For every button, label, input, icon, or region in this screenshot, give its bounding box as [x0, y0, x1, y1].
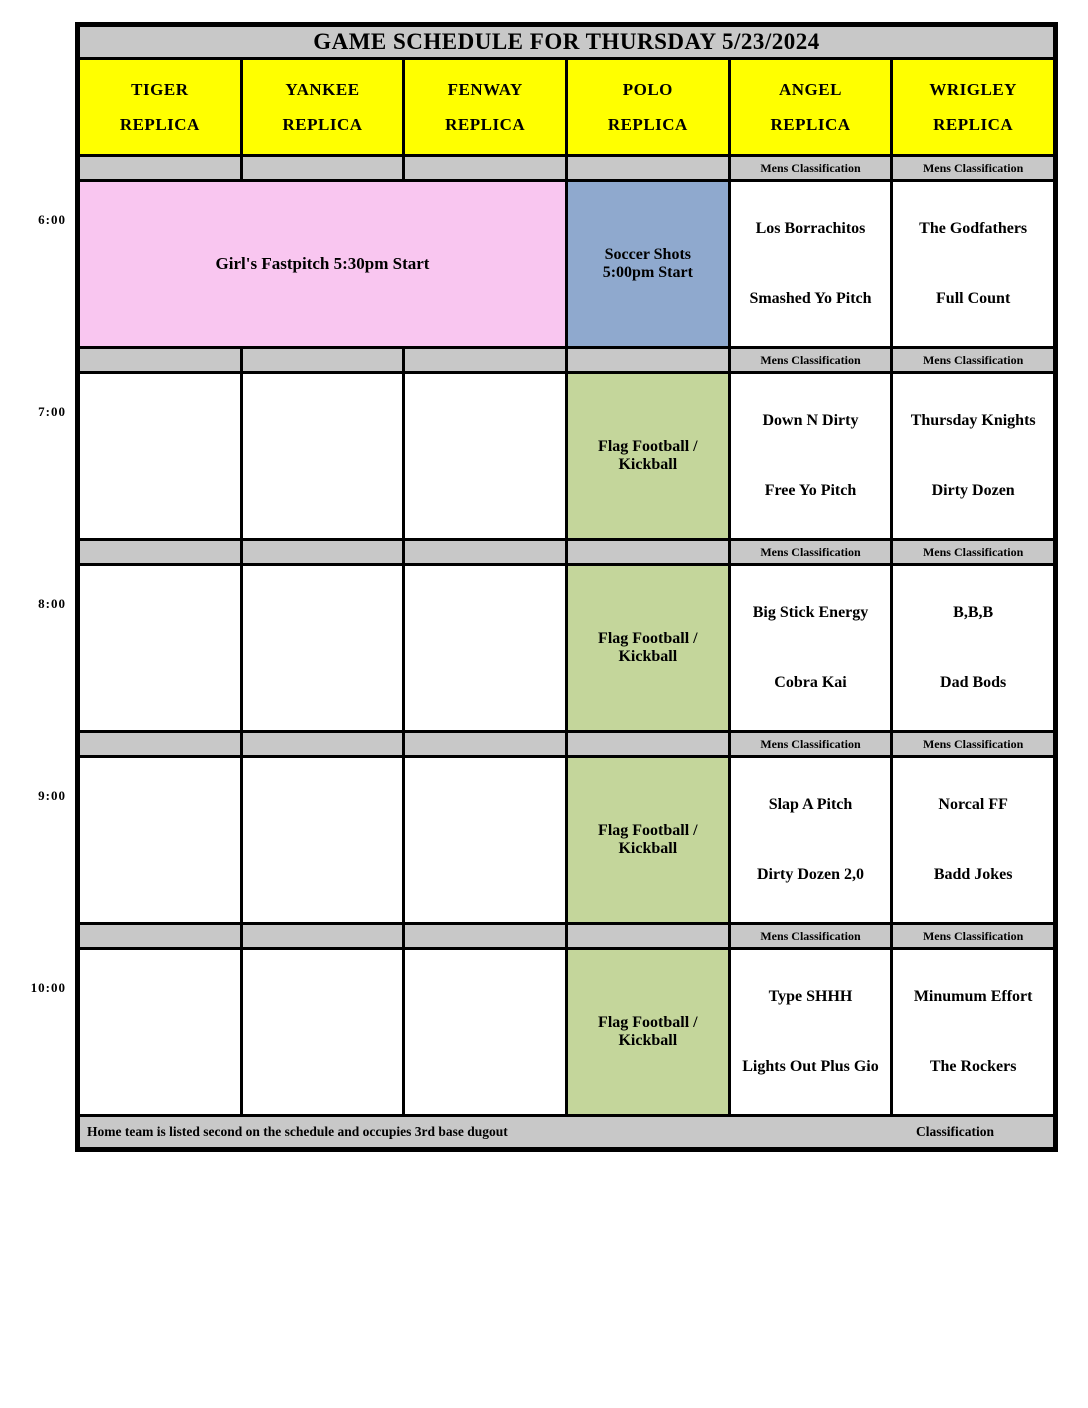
game-cell-wrigley-8pm [893, 566, 1053, 730]
empty-cell-tiger-10pm [80, 950, 240, 1114]
field-type: REPLICA [770, 114, 851, 134]
separator-cell [405, 349, 565, 371]
classification-header-wrigley: Mens Classification [893, 157, 1053, 179]
soccer-shots-cell: Soccer Shots 5:00pm Start [568, 182, 728, 346]
empty-cell-yankee-9pm [243, 758, 403, 922]
home-team: The Rockers [929, 1057, 1017, 1075]
separator-cell [243, 349, 403, 371]
girls-fastpitch-cell: Girl's Fastpitch 5:30pm Start [80, 182, 565, 346]
separator-cell [80, 157, 240, 179]
home-team: Cobra Kai [774, 673, 847, 691]
field-type: REPLICA [445, 114, 526, 134]
separator-cell [568, 541, 728, 563]
time-label-10pm: 10:00 [30, 980, 66, 995]
game-cell-angel-8pm [731, 566, 891, 730]
classification-header-angel: Mens Classification [731, 157, 891, 179]
classification-header-wrigley: Mens Classification [893, 349, 1053, 371]
empty-cell-yankee-10pm [243, 950, 403, 1114]
home-team: Dirty Dozen 2,0 [756, 865, 865, 883]
empty-cell-tiger-8pm [80, 566, 240, 730]
game-cell-angel-9pm [731, 758, 891, 922]
footer-classification-label: Classification [915, 1124, 994, 1139]
field-name: YANKEE [285, 79, 360, 99]
home-team: Free Yo Pitch [764, 481, 857, 499]
separator-cell [80, 925, 240, 947]
separator-cell [405, 925, 565, 947]
empty-cell-tiger-9pm [80, 758, 240, 922]
field-type: REPLICA [933, 114, 1014, 134]
visitor-team: Minumum Effort [913, 987, 1033, 1005]
separator-cell [243, 925, 403, 947]
visitor-team: Los Borrachitos [755, 219, 866, 237]
classification-header-wrigley: Mens Classification [893, 733, 1053, 755]
home-team: Dirty Dozen [931, 481, 1015, 499]
field-name: ANGEL [779, 79, 842, 99]
field-header-tiger-replica [80, 60, 240, 154]
visitor-team: Type SHHH [768, 987, 853, 1005]
home-team: Badd Jokes [933, 865, 1013, 883]
time-label-6pm: 6:00 [38, 212, 66, 227]
separator-cell [568, 349, 728, 371]
separator-cell [80, 733, 240, 755]
classification-header-angel: Mens Classification [731, 925, 891, 947]
classification-header-angel: Mens Classification [731, 733, 891, 755]
visitor-team: B,B,B [953, 603, 994, 621]
separator-cell [405, 157, 565, 179]
home-team: Smashed Yo Pitch [749, 289, 872, 307]
game-cell-wrigley-7pm [893, 374, 1053, 538]
game-cell-angel-6pm [731, 182, 891, 346]
game-cell-wrigley-9pm [893, 758, 1053, 922]
field-type: REPLICA [607, 114, 688, 134]
home-team: Dad Bods [940, 673, 1007, 691]
field-header-fenway-replica [405, 60, 565, 154]
home-team: Lights Out Plus Gio [742, 1057, 879, 1075]
empty-cell-fenway-8pm [405, 566, 565, 730]
field-header-yankee-replica [243, 60, 403, 154]
time-label-9pm: 9:00 [38, 788, 66, 803]
field-header-angel-replica [731, 60, 891, 154]
flag-football-cell-9pm: Flag Football / Kickball [568, 758, 728, 922]
classification-header-wrigley: Mens Classification [893, 541, 1053, 563]
separator-cell [80, 541, 240, 563]
game-schedule-table [75, 22, 1058, 1152]
footer-note: Home team is listed second on the schedule and occupies 3rd base dugout [87, 1124, 508, 1139]
empty-cell-fenway-9pm [405, 758, 565, 922]
flag-football-cell-10pm: Flag Football / Kickball [568, 950, 728, 1114]
visitor-team: The Godfathers [919, 219, 1028, 237]
classification-header-angel: Mens Classification [731, 541, 891, 563]
classification-header-angel: Mens Classification [731, 349, 891, 371]
game-cell-wrigley-6pm [893, 182, 1053, 346]
separator-cell [243, 157, 403, 179]
field-type: REPLICA [282, 114, 363, 134]
separator-cell [405, 541, 565, 563]
empty-cell-yankee-8pm [243, 566, 403, 730]
visitor-team: Thursday Knights [910, 411, 1036, 429]
classification-header-wrigley: Mens Classification [893, 925, 1053, 947]
time-label-7pm: 7:00 [38, 404, 66, 419]
separator-cell [568, 733, 728, 755]
separator-cell [405, 733, 565, 755]
empty-cell-fenway-10pm [405, 950, 565, 1114]
field-header-wrigley-replica [893, 60, 1053, 154]
footer-bar [80, 1117, 1053, 1147]
separator-cell [243, 733, 403, 755]
game-cell-angel-10pm [731, 950, 891, 1114]
separator-cell [568, 157, 728, 179]
field-name: POLO [622, 79, 673, 99]
field-name: TIGER [131, 79, 189, 99]
flag-football-cell-8pm: Flag Football / Kickball [568, 566, 728, 730]
game-cell-angel-7pm [731, 374, 891, 538]
game-cell-wrigley-10pm [893, 950, 1053, 1114]
field-name: WRIGLEY [929, 79, 1017, 99]
schedule-title: GAME SCHEDULE FOR THURSDAY 5/23/2024 [80, 27, 1053, 57]
home-team: Full Count [936, 289, 1011, 307]
empty-cell-fenway-7pm [405, 374, 565, 538]
separator-cell [243, 541, 403, 563]
visitor-team: Slap A Pitch [768, 795, 853, 813]
visitor-team: Norcal FF [938, 795, 1008, 813]
separator-cell [80, 349, 240, 371]
field-header-polo-replica [568, 60, 728, 154]
time-label-8pm: 8:00 [38, 596, 66, 611]
separator-cell [568, 925, 728, 947]
field-name: FENWAY [447, 79, 523, 99]
field-type: REPLICA [119, 114, 200, 134]
visitor-team: Big Stick Energy [752, 603, 869, 621]
visitor-team: Down N Dirty [762, 411, 859, 429]
flag-football-cell-7pm: Flag Football / Kickball [568, 374, 728, 538]
empty-cell-yankee-7pm [243, 374, 403, 538]
empty-cell-tiger-7pm [80, 374, 240, 538]
